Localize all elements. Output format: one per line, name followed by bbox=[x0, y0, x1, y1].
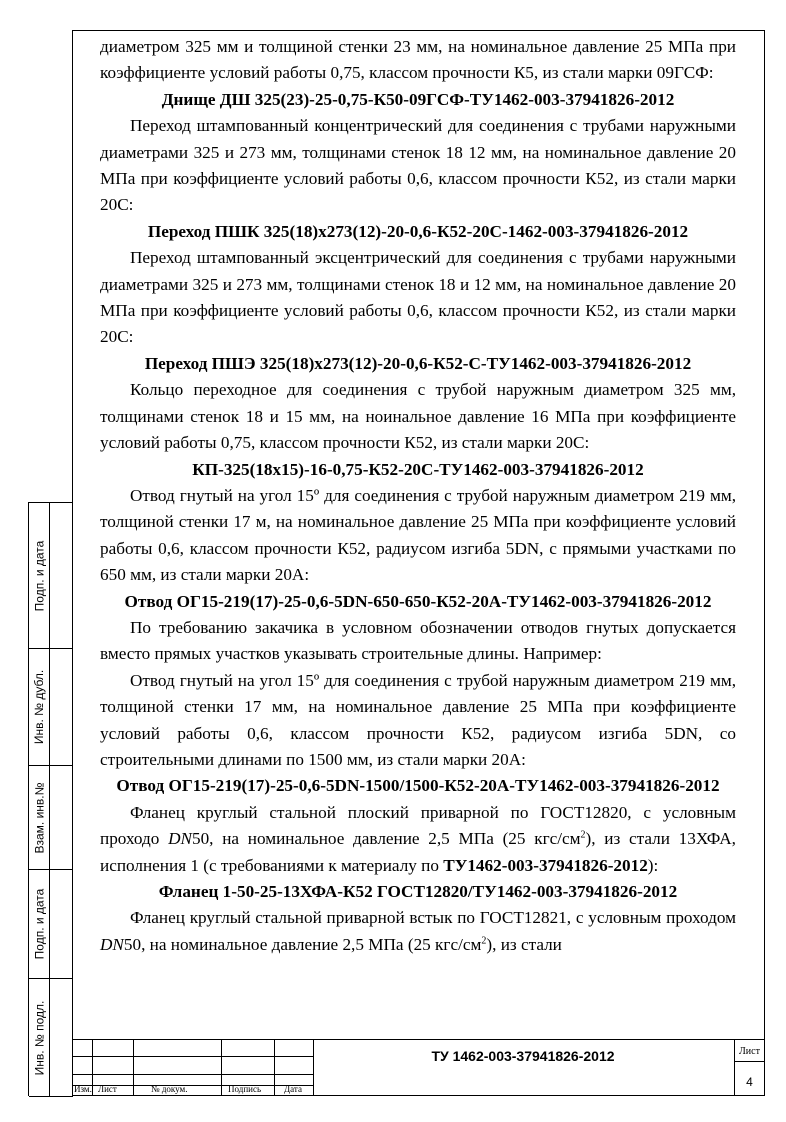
side-stamp bbox=[28, 502, 72, 1096]
superscript: 2 bbox=[481, 935, 487, 947]
text-run: ), из стали bbox=[486, 934, 562, 954]
side-cell-sign-date-1 bbox=[29, 503, 73, 649]
side-cell-orig-inv bbox=[29, 979, 73, 1097]
side-label: Подп. и дата bbox=[32, 888, 46, 960]
designation: Отвод ОГ15-219(17)-25-0,6-5DN-1500/1500-К52-20А-ТУ1462-003-37941826-2012 bbox=[116, 776, 720, 796]
side-label: Подп. и дата bbox=[32, 540, 46, 611]
document-body bbox=[100, 34, 736, 958]
paragraph: диаметром 325 мм и толщиной стенки 23 мм, на номинальное давление 25 МПа при коэффициенте условий работы 0,75, классом прочности К5, из стали марки 09ГСФ: bbox=[100, 37, 736, 83]
side-label: Взам. инв.№ bbox=[32, 781, 47, 854]
side-label: Инв. № подл. bbox=[32, 1000, 46, 1075]
text-run: ): bbox=[647, 855, 659, 875]
col-header-doc-no: № докум. bbox=[151, 1084, 188, 1094]
designation: Переход ПШЭ 325(18)х273(12)-20-0,6-К52-С-ТУ1462-003-37941826-2012 bbox=[144, 353, 692, 373]
paragraph bbox=[100, 800, 736, 879]
text-run: Фланец круглый стальной приварной встык по ГОСТ12821, с условным проходом bbox=[130, 908, 736, 928]
document-code: ТУ 1462-003-37941826-2012 bbox=[431, 1048, 615, 1064]
side-cell-dup-inv bbox=[29, 649, 73, 766]
designation: Отвод ОГ15-219(17)-25-0,6-5DN-650-650-К52-20А-ТУ1462-003-37941826-2012 bbox=[124, 591, 712, 611]
text-run: DN bbox=[100, 934, 124, 954]
paragraph: Отвод гнутый на угол 15º для соединения с трубой наружным диаметром 219 мм, толщиной стенки 17 мм, на номинальное давление 25 МПа при коэффициенте условий работы 0,6, классом прочности К52, радиусом изгиба 5DN, со строительными длинами по 1500 мм, из стали марки 20А: bbox=[100, 670, 736, 769]
col-header-date: Дата bbox=[284, 1084, 302, 1094]
side-cell-replace-inv bbox=[29, 766, 73, 870]
paragraph: Переход штампованный эксцентрический для соединения с трубами наружными диаметрами 325 и 273 мм, толщинами стенок 18 и 12 мм, на номинальное давление 20 МПа при коэффициенте условий работы 0,6, классом прочности К52, из стали марки 20С: bbox=[100, 248, 736, 347]
superscript: 2 bbox=[580, 829, 586, 841]
side-label: Инв. № дубл. bbox=[32, 669, 46, 745]
text-run: 50, на номинальное давление 2,5 МПа (25 кгс/см bbox=[191, 829, 581, 849]
sheet-label: Лист bbox=[739, 1046, 760, 1057]
paragraph: Кольцо переходное для соединения с трубой наружным диаметром 325 мм, толщинами стенок 18 и 15 мм, на ноинальное давление 16 МПа при коэффициенте условий работы 0,75, классом прочности К52, из стали марки 20С: bbox=[100, 380, 736, 453]
paragraph: По требованию закачика в условном обозначении отводов гнутых допускается вместо прямых участков указывать строительные длины. Например: bbox=[100, 617, 736, 664]
col-header-sheet: Лист bbox=[98, 1084, 117, 1094]
col-header-change: Изм. bbox=[74, 1084, 92, 1094]
designation: КП-325(18х15)-16-0,75-К52-20С-ТУ1462-003-37941826-2012 bbox=[192, 459, 644, 479]
designation: Днище ДШ 325(23)-25-0,75-К50-09ГСФ-ТУ1462-003-37941826-2012 bbox=[161, 89, 675, 109]
side-cell-sign-date-2 bbox=[29, 870, 73, 979]
paragraph: Отвод гнутый на угол 15º для соединения с трубой наружным диаметром 219 мм, толщиной стенки 17 м, на номинальное давление 25 МПа при коэффициенте условий работы 0,6, классом прочности К52, радиусом изгиба 5DN, с прямыми участками по 650 мм, из стали марки 20А: bbox=[100, 485, 736, 585]
paragraph: Переход штампованный концентрический для соединения с трубами наружными диаметрами 325 и 273 мм, толщинами стенок 18 12 мм, на номинальное давление 20 МПа при коэффициенте условий работы 0,6, классом прочности К52, из стали марки 20С: bbox=[100, 116, 736, 215]
designation: Фланец 1-50-25-13ХФА-К52 ГОСТ12820/ТУ1462-003-37941826-2012 bbox=[158, 882, 678, 901]
col-header-signature: Подпись bbox=[228, 1084, 262, 1094]
text-run: Фланец круглый стальной плоский приварной по ГОСТ12820, с условным проходо bbox=[100, 802, 736, 849]
sheet-number: 4 bbox=[746, 1075, 753, 1089]
text-run: 50, на номинальное давление 2,5 МПа (25 кгс/см bbox=[123, 934, 482, 954]
text-run: DN bbox=[168, 829, 192, 849]
text-run: ТУ1462-003-37941826-2012 bbox=[443, 855, 648, 875]
designation: Переход ПШК 325(18)х273(12)-20-0,6-К52-20С-1462-003-37941826-2012 bbox=[147, 221, 689, 241]
paragraph bbox=[100, 905, 736, 958]
text-run: ), из стали 13ХФА, исполнения 1 (с требованиями к материалу по bbox=[100, 829, 736, 875]
